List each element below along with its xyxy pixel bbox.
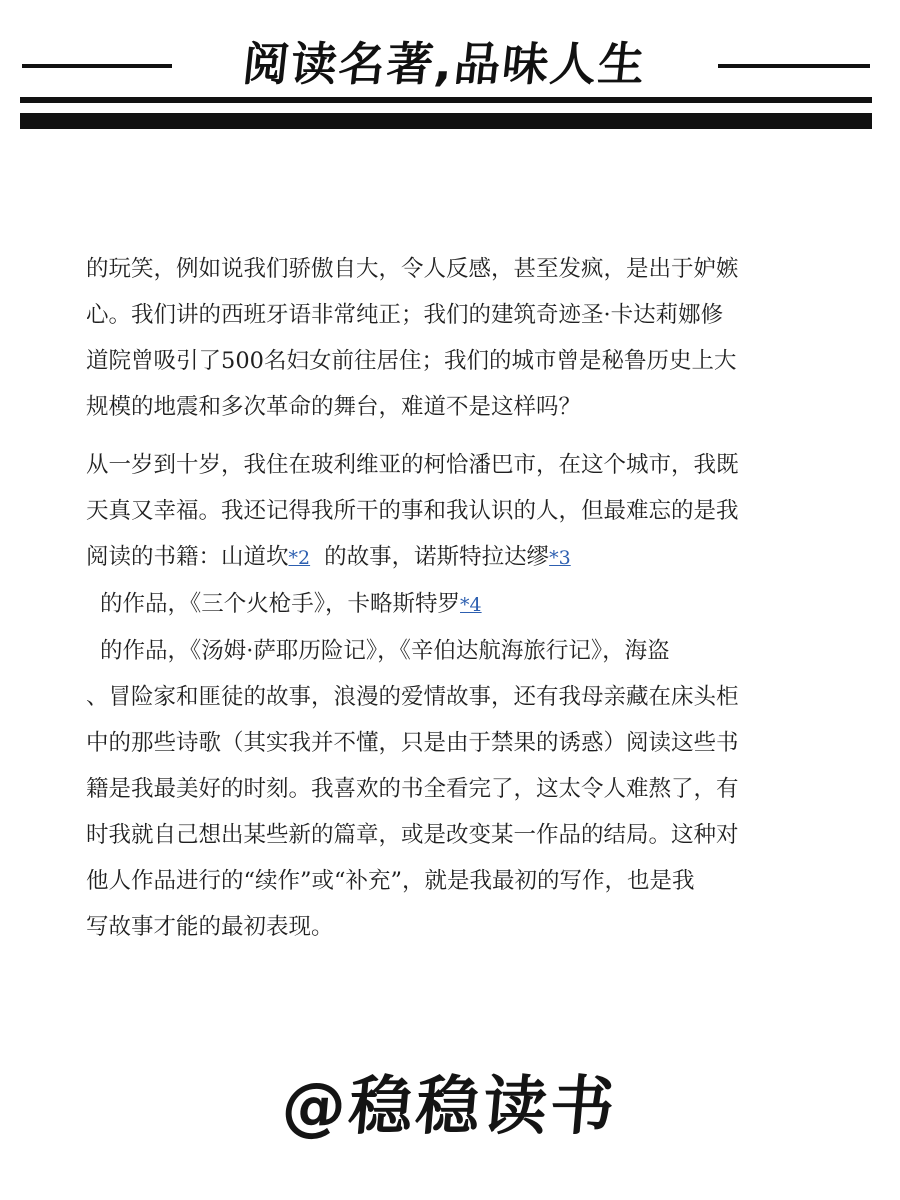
- paragraph-gap: [86, 430, 816, 442]
- header-thin-divider: [20, 97, 872, 103]
- paragraph-1-line: 心。我们讲的西班牙语非常纯正；我们的建筑奇迹圣·卡达莉娜修: [86, 302, 724, 328]
- paragraph-2-line: 从一岁到十岁，我住在玻利维亚的柯恰潘巴市，在这个城市，我既: [86, 452, 739, 478]
- paragraph-2-line-with-footnote: [86, 581, 816, 628]
- line-text: 阅读的书籍：山道坎: [86, 544, 289, 570]
- line-text: 的故事，诺斯特拉达缪: [324, 544, 550, 570]
- line-text: 的作品，《三个火枪手》，卡略斯特罗: [100, 591, 461, 617]
- article-body: [86, 246, 816, 950]
- footnote-link-2[interactable]: *2: [288, 547, 311, 569]
- header-right-rule: [718, 64, 870, 68]
- paragraph-2-line: 天真又幸福。我还记得我所干的事和我认识的人，但最难忘的是我: [86, 498, 739, 524]
- paragraph-2-line-with-footnotes: [86, 534, 816, 581]
- paragraph-2-line: 、冒险家和匪徒的故事，浪漫的爱情故事，还有我母亲藏在床头柜: [86, 684, 739, 710]
- page-header: [0, 0, 900, 140]
- paragraph-2-line: 籍是我最美好的时刻。我喜欢的书全看完了，这太令人难熬了，有: [86, 776, 739, 802]
- paragraph-2-line: 的作品，《汤姆·萨耶历险记》，《辛伯达航海旅行记》，海盗: [100, 638, 670, 664]
- paragraph-1-line: 的玩笑，例如说我们骄傲自大，令人反感，甚至发疯，是出于妒嫉: [86, 256, 739, 282]
- paragraph-1-line: 道院曾吸引了500名妇女前往居住；我们的城市曾是秘鲁历史上大: [86, 348, 737, 374]
- paragraph-1: [86, 246, 816, 430]
- footnote-link-4[interactable]: *4: [460, 594, 482, 616]
- paragraph-2-line: 他人作品进行的“续作”或“补充”，就是我最初的写作，也是我: [86, 868, 695, 894]
- paragraph-2-line: 写故事才能的最初表现。: [86, 914, 334, 940]
- header-title: 阅读名著,品味人生: [240, 37, 650, 91]
- paragraph-1-line: 规模的地震和多次革命的舞台，难道不是这样吗？: [86, 394, 582, 420]
- paragraph-2-line: 时我就自己想出某些新的篇章，或是改变某一作品的结局。这种对: [86, 822, 739, 848]
- paragraph-2: [86, 442, 816, 950]
- footnote-link-3[interactable]: *3: [549, 547, 571, 569]
- header-thick-divider: [20, 113, 872, 129]
- paragraph-2-line: 中的那些诗歌（其实我并不懂，只是由于禁果的诱惑）阅读这些书: [86, 730, 739, 756]
- header-left-rule: [22, 64, 172, 68]
- account-handle: @稳稳读书: [278, 1070, 621, 1144]
